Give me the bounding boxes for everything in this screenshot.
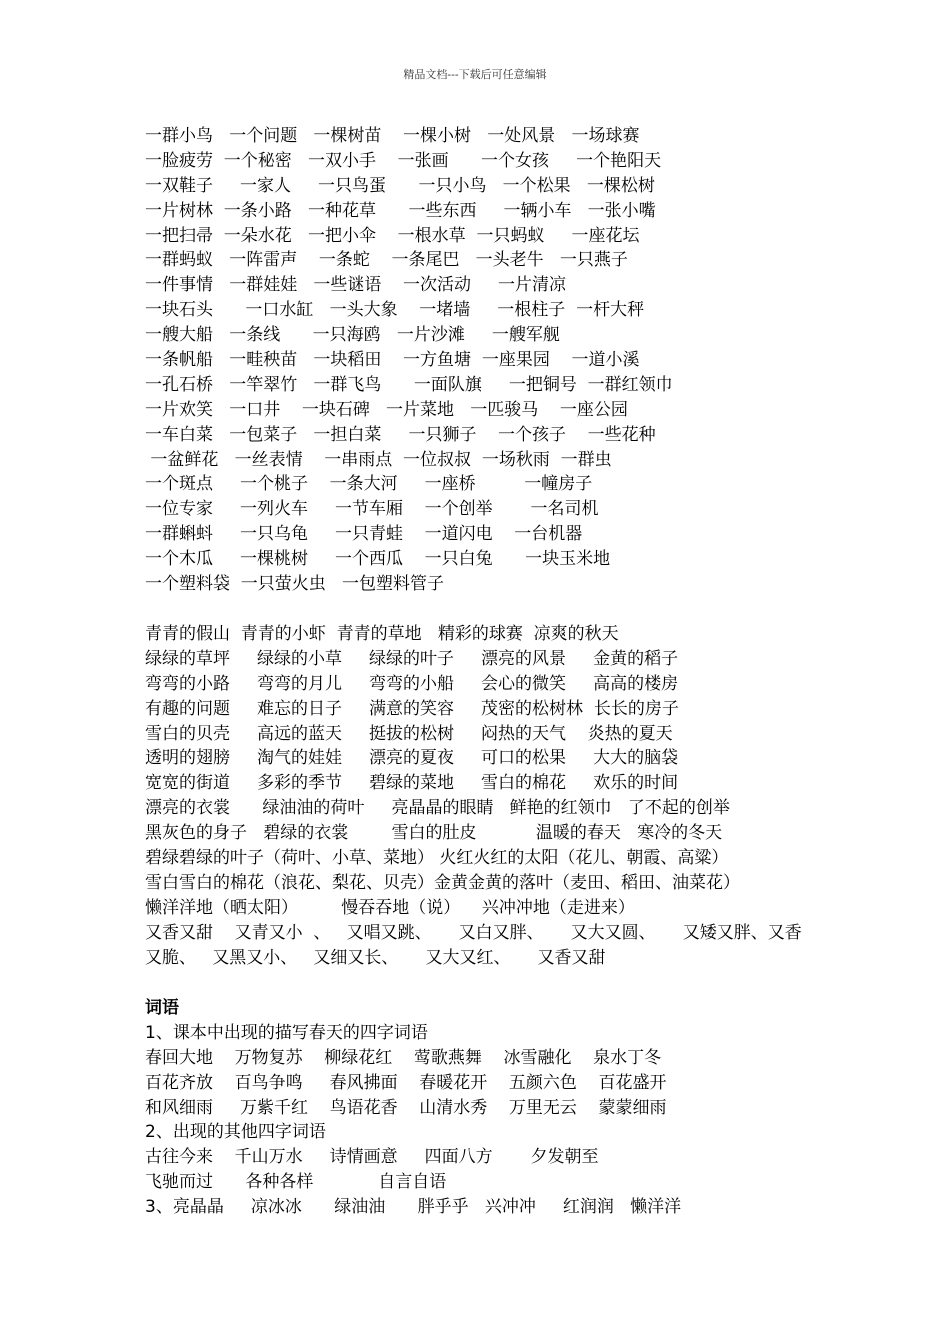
phrase-line: 一群小鸟 一个问题 一棵树苗 一棵小树 一处风景 一场球赛 <box>145 126 640 146</box>
phrase-line: 一片欢笑 一口井 一块石碑 一片菜地 一匹骏马 一座公园 <box>145 399 628 420</box>
phrase-line: 一个斑点 一个桃子 一条大河 一座桥 一幢房子 <box>145 474 593 495</box>
vocab-line: 百花齐放 百鸟争鸣 春风拂面 春暖花开 五颜六色 百花盛开 <box>145 1072 667 1093</box>
phrase-line: 雪白的贝壳 高远的蓝天 挺拔的松树 闷热的天气 炎热的夏天 <box>145 723 673 744</box>
phrase-line: 碧绿碧绿的叶子（荷叶、小草、菜地） 火红火红的太阳（花儿、朝霞、高粱） <box>145 848 729 869</box>
phrase-line: 一块石头 一口水缸 一头大象 一堵墙 一根柱子 一杆大秤 <box>145 300 645 321</box>
phrase-line: 一条帆船 一畦秧苗 一块稻田 一方鱼塘 一座果园 一道小溪 <box>145 350 640 371</box>
adjective-phrases-section <box>145 622 905 970</box>
phrase-line: 一脸疲劳 一个秘密 一双小手 一张画 一个女孩 一个艳阳天 <box>145 150 662 171</box>
phrase-line: 有趣的问题 难忘的日子 满意的笑容 茂密的松树林 长长的房子 <box>145 698 679 719</box>
phrase-line: 一位专家 一列火车 一节车厢 一个创举 一名司机 <box>145 499 599 520</box>
phrase-line: 一盆鲜花 一丝表情 一串雨点 一位叔叔 一场秋雨 一群虫 <box>145 449 612 470</box>
phrase-line: 透明的翅膀 淘气的娃娃 漂亮的夏夜 可口的松果 大大的脑袋 <box>145 748 679 769</box>
phrase-line: 一艘大船 一条线 一只海鸥 一片沙滩 一艘军舰 <box>145 325 560 346</box>
vocab-line: 和风细雨 万紫千红 鸟语花香 山清水秀 万里无云 蒙蒙细雨 <box>145 1097 667 1118</box>
phrase-line: 又脆、 又黑又小、 又细又长、 又大又红、 又香又甜 <box>145 947 606 968</box>
vocab-line: 2、出现的其他四字词语 <box>145 1122 326 1143</box>
vocab-line: 1、课本中出现的描写春天的四字词语 <box>145 1022 428 1043</box>
phrase-line: 青青的假山 青青的小虾 青青的草地 精彩的球赛 凉爽的秋天 <box>145 624 619 644</box>
phrase-line: 黑灰色的身子 碧绿的衣裳 雪白的肚皮 温暖的春天 寒冷的冬天 <box>145 823 723 844</box>
measure-word-phrases-section <box>145 124 905 597</box>
phrase-line: 一孔石桥 一竿翠竹 一群飞鸟 一面队旗 一把铜号 一群红领巾 <box>145 374 673 395</box>
phrase-line: 一件事情 一群娃娃 一些谜语 一次活动 一片清凉 <box>145 275 567 296</box>
phrase-line: 一片树林 一条小路 一种花草 一些东西 一辆小车 一张小嘴 <box>145 200 656 221</box>
phrase-line: 漂亮的衣裳 绿油油的荷叶 亮晶晶的眼睛 鲜艳的红领巾 了不起的创举 <box>145 798 730 819</box>
phrase-line: 又香又甜 又青又小 、 又唱又跳、 又白又胖、 又大又圆、 又矮又胖、又香 <box>145 922 802 943</box>
vocab-line: 3、亮晶晶 凉冰冰 绿油油 胖乎乎 兴冲冲 红润润 懒洋洋 <box>145 1197 682 1218</box>
phrase-line: 一群蚂蚁 一阵雷声 一条蛇 一条尾巴 一头老牛 一只燕子 <box>145 250 628 271</box>
phrase-line: 一个木瓜 一棵桃树 一个西瓜 一只白兔 一块玉米地 <box>145 549 611 570</box>
vocabulary-section <box>145 996 905 1220</box>
phrase-line: 一双鞋子 一家人 一只鸟蛋 一只小鸟 一个松果 一棵松树 <box>145 175 655 196</box>
vocab-line: 春回大地 万物复苏 柳绿花红 莺歌燕舞 冰雪融化 泉水丁冬 <box>145 1047 662 1068</box>
phrase-line: 雪白雪白的棉花（浪花、梨花、贝壳）金黄金黄的落叶（麦田、稻田、油菜花） <box>145 872 740 893</box>
section-heading: 词语 <box>145 998 179 1018</box>
phrase-line: 宽宽的街道 多彩的季节 碧绿的菜地 雪白的棉花 欢乐的时间 <box>145 773 679 794</box>
vocab-line: 古往今来 千山万水 诗情画意 四面八方 夕发朝至 <box>145 1147 599 1168</box>
phrase-line: 弯弯的小路 弯弯的月儿 弯弯的小船 会心的微笑 高高的楼房 <box>145 673 679 694</box>
phrase-line: 一车白菜 一包菜子 一担白菜 一只狮子 一个孩子 一些花种 <box>145 424 656 445</box>
page-header: 精品文档---下载后可任意编辑 <box>403 68 547 81</box>
phrase-line: 一群蝌蚪 一只乌龟 一只青蛙 一道闪电 一台机器 <box>145 524 583 545</box>
phrase-line: 懒洋洋地（晒太阳） 慢吞吞地（说） 兴冲冲地（走进来） <box>145 897 635 918</box>
phrase-line: 一把扫帚 一朵水花 一把小伞 一根水草 一只蚂蚁 一座花坛 <box>145 225 640 246</box>
phrase-line: 绿绿的草坪 绿绿的小草 绿绿的叶子 漂亮的风景 金黄的稻子 <box>145 648 679 669</box>
phrase-line: 一个塑料袋 一只萤火虫 一包塑料管子 <box>145 574 445 595</box>
vocab-line: 飞驰而过 各种各样 自言自语 <box>145 1172 447 1193</box>
